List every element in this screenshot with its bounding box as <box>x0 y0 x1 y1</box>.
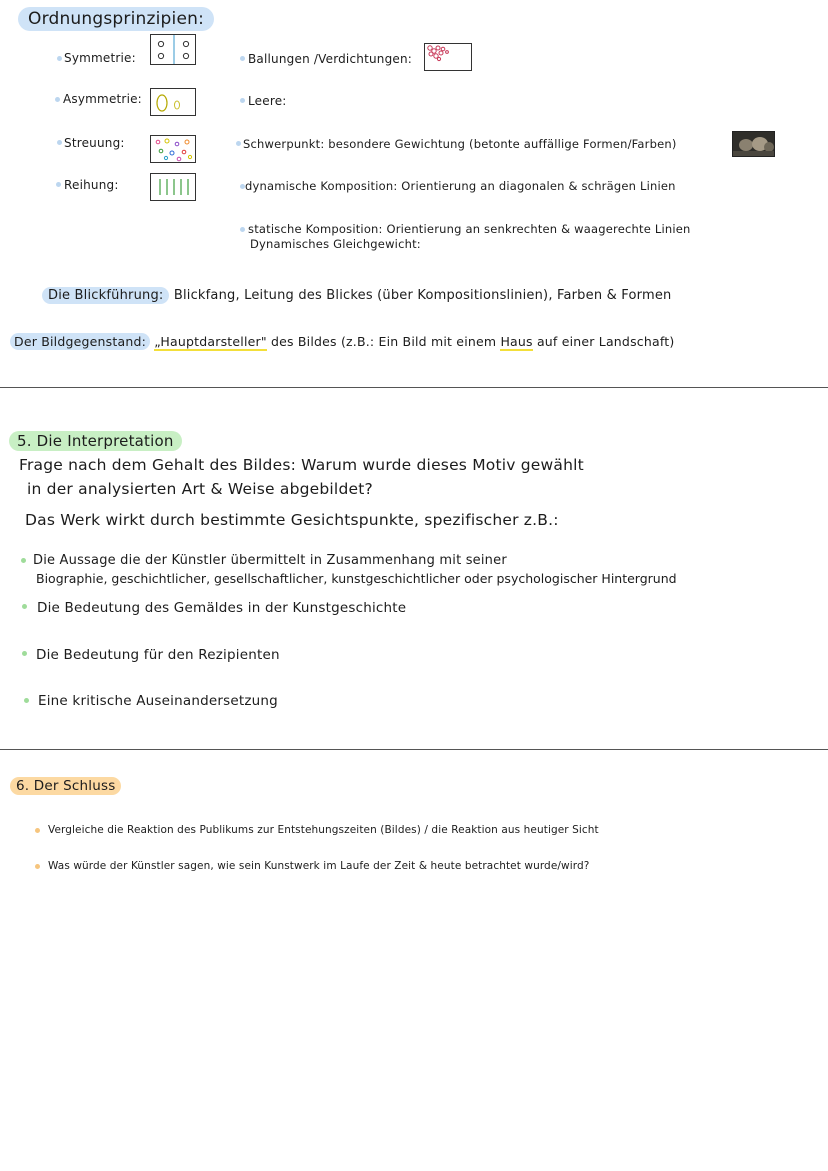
gleichgewicht-text: Dynamisches Gleichgewicht: <box>250 237 421 251</box>
interpretation-bullet-3: Die Bedeutung für den Rezipienten <box>36 647 280 663</box>
blickfuehrung-label: Die Blickführung: <box>42 287 169 304</box>
ballungen-label: Ballungen /Verdichtungen: <box>248 52 413 66</box>
dynamisch-text: dynamische Komposition: Orientierung an diagonalen & schrägen Linien <box>245 179 676 193</box>
ballungen-sketch <box>424 43 472 71</box>
bullet-dot <box>22 651 27 656</box>
schwerpunkt-text: Schwerpunkt: besondere Gewichtung (betonte auffällige Formen/Farben) <box>243 137 677 151</box>
statisch-text: statische Komposition: Orientierung an senkrechten & waagerechte Linien <box>248 222 691 236</box>
bullet-dot <box>22 604 27 609</box>
asymmetrie-sketch <box>150 88 196 116</box>
symmetrie-sketch <box>150 34 196 65</box>
divider <box>0 387 828 388</box>
schluss-bullet-2: Was würde der Künstler sagen, wie sein Kunstwerk im Laufe der Zeit & heute betrachtet wurde/wird? <box>48 860 590 872</box>
reihung-label: Reihung: <box>64 178 119 192</box>
bullet-dot <box>35 828 40 833</box>
schwerpunkt-thumbnail <box>732 131 775 157</box>
bullet-dot <box>57 140 62 145</box>
bullet-dot <box>21 558 26 563</box>
interpretation-line3: Das Werk wirkt durch bestimmte Gesichtspunkte, spezifischer z.B.: <box>25 511 559 529</box>
bildgegenstand-text-a: des Bildes (z.B.: Ein Bild mit einem <box>271 334 497 349</box>
bullet-dot <box>24 698 29 703</box>
schluss-bullet-1: Vergleiche die Reaktion des Publikums zur Entstehungszeiten (Bildes) / die Reaktion aus heutiger Sicht <box>48 824 599 836</box>
interpretation-heading: 5. Die Interpretation <box>9 431 182 451</box>
divider <box>0 749 828 750</box>
interpretation-bullet-1: Die Aussage die der Künstler übermittelt in Zusammenhang mit seiner <box>33 553 507 568</box>
interpretation-bullet-1-cont: Biographie, geschichtlicher, gesellschaftlicher, kunstgeschichtlicher oder psychologischer Hintergrund <box>36 571 677 586</box>
bullet-dot <box>240 227 245 232</box>
schluss-heading: 6. Der Schluss <box>10 777 121 795</box>
interpretation-line2: in der analysierten Art & Weise abgebildet? <box>27 480 373 498</box>
bullet-dot <box>240 98 245 103</box>
interpretation-bullet-2: Die Bedeutung des Gemäldes in der Kunstgeschichte <box>37 600 407 616</box>
asymmetrie-label: Asymmetrie: <box>63 92 142 106</box>
leere-label: Leere: <box>248 94 287 108</box>
bullet-dot <box>56 182 61 187</box>
bullet-dot <box>35 864 40 869</box>
interpretation-line1: Frage nach dem Gehalt des Bildes: Warum wurde dieses Motiv gewählt <box>19 456 584 474</box>
symmetrie-label: Symmetrie: <box>64 51 136 65</box>
bullet-dot <box>57 56 62 61</box>
bildgegenstand-text-b: auf einer Landschaft) <box>536 334 675 349</box>
bullet-dot <box>55 97 60 102</box>
bullet-dot <box>240 56 245 61</box>
reihung-sketch <box>150 173 196 201</box>
ordnung-heading: Ordnungsprinzipien: <box>18 7 214 31</box>
streuung-sketch <box>150 135 196 163</box>
blickfuehrung-row <box>42 288 671 303</box>
bildgegenstand-row <box>10 334 674 349</box>
bildgegenstand-label: Der Bildgegenstand: <box>10 333 150 350</box>
bullet-dot <box>236 141 241 146</box>
blickfuehrung-text: Blickfang, Leitung des Blickes (über Kompositionslinien), Farben & Formen <box>173 288 672 303</box>
haus-word: Haus <box>500 334 533 349</box>
interpretation-bullet-4: Eine kritische Auseinandersetzung <box>38 693 278 709</box>
hauptdarsteller-quote: „Hauptdarsteller" <box>154 334 267 349</box>
streuung-label: Streuung: <box>64 136 125 150</box>
